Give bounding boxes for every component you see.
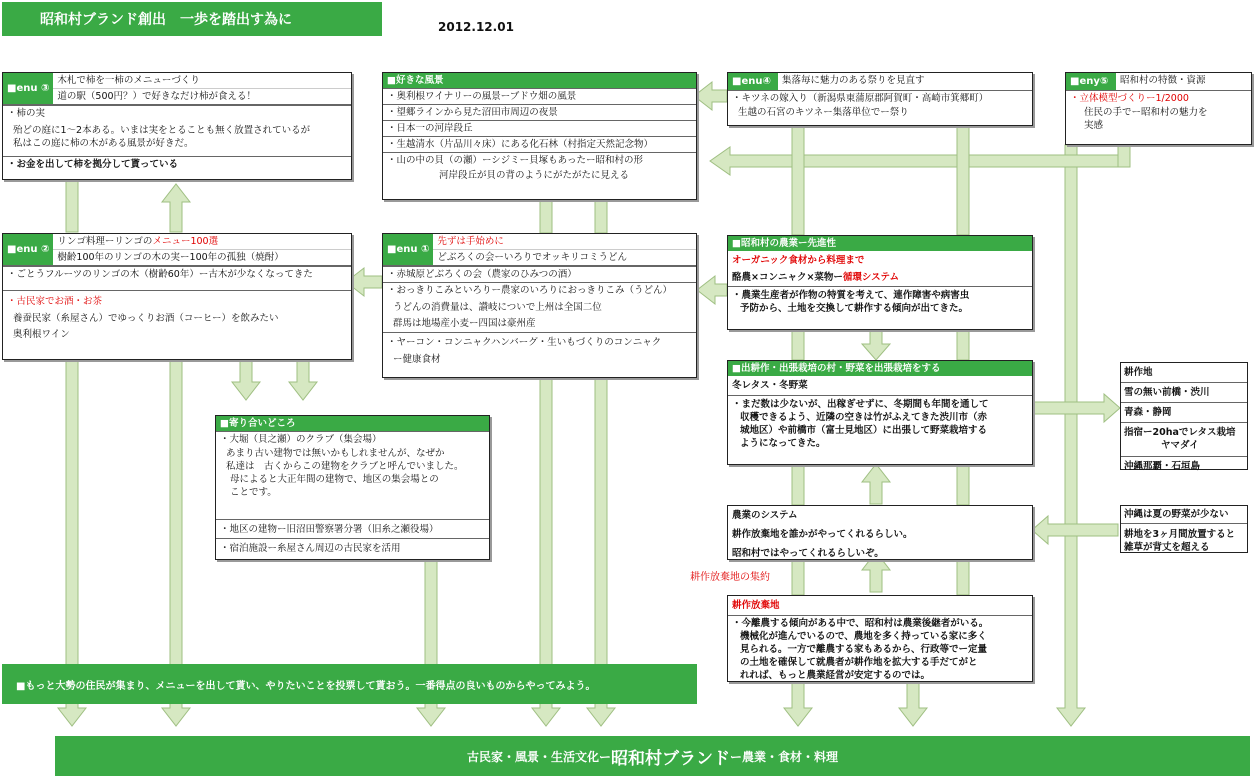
menu3-item1-body1: 殆どの庭に1～2本ある。いまは実をとることも無く放置されているが <box>13 125 311 136</box>
call-text: ■もっと大勢の住民が集まり、メニューを出して貰い、やりたいことを投票して貰おう。一番得点の良いものからやってみよう。 <box>16 680 596 692</box>
menu1-head2: どぶろくの会ーいろりでオッキリコミうどん <box>437 252 627 263</box>
fav-title: ■好きな風景 <box>383 73 696 88</box>
menu1-item3-body: ー健康食材 <box>393 354 441 365</box>
abandoned-body1: ・今離農する傾向がある中で、昭和村は農業後継者がいる。 <box>732 618 989 629</box>
system-box <box>727 505 1033 560</box>
menu1-head-red: 先ずは手始めに <box>433 234 696 250</box>
menu4-tag: ■enu④ <box>728 73 778 90</box>
menu5-red: ・立体模型づくりー1/2000 <box>1070 93 1189 104</box>
fav-box <box>382 72 697 200</box>
system-title: 農業のシステム <box>732 510 798 521</box>
page-title <box>2 2 382 36</box>
abandoned-title: 耕作放棄地 <box>728 596 1032 616</box>
menu5-line2: 実感 <box>1084 120 1104 131</box>
fav-item: ・奥利根ワイナリーの風景ーブドウ畑の風景 <box>383 88 696 104</box>
agri-body1: ・農業生産者が作物の特質を考えて、連作障害や病害虫 <box>732 290 970 301</box>
menu2-item2-body2: 奥利根ワイン <box>13 329 70 340</box>
menu2-item2-body1: 養蚕民家（糸屋さん）でゆっくりお酒（コーヒー）を飲みたい <box>13 313 279 324</box>
menu2-item1: ・ごとうフルーツのリンゴの木（樹齢60年）ー古木が少なくなってきた <box>3 266 351 290</box>
menu2-tag: ■enu ② <box>3 234 53 265</box>
footer-brand-bar <box>55 736 1250 776</box>
gather-body3: 母によると大正年間の建物で、地区の集会場との <box>230 474 439 485</box>
outfield-body2: 収穫できるよう、近隣の空きは竹がふえてきた渋川市（赤 <box>740 412 988 423</box>
gather-title: ■寄り合いどころ <box>216 416 489 431</box>
abandoned-body3: 見られる。一方で離農する家もあるから、行政等でー定量 <box>740 644 988 655</box>
agri-line2-a: 酪農×コンニャク×菜物ー <box>732 272 843 283</box>
menu2-item2: ・古民家でお酒・お茶 <box>3 290 351 309</box>
fav-item: ・望郷ラインから見た沼田市周辺の夜景 <box>383 104 696 120</box>
fav-extra: 河岸段丘が貝の背のようにがたがたに見える <box>439 170 630 181</box>
gather-body2: 私達は 古くからこの建物をクラブと呼んでいました。 <box>226 461 464 472</box>
place-item: 雪の無い前橋・渋川 <box>1121 382 1247 402</box>
fav-item: ・日本一の河岸段丘 <box>383 120 696 136</box>
place-item: 青森・静岡 <box>1121 402 1247 422</box>
agri-line2-red: 循環システム <box>842 272 899 283</box>
menu3-item1: ・柿の実 <box>3 105 351 121</box>
gather-body4: ことです。 <box>230 487 277 498</box>
menu3-line2: 道の駅（500円？）で好きなだけ柿が食える！ <box>57 91 257 102</box>
outfield-box <box>727 360 1033 465</box>
footer-left: 古民家・風景・生活文化ー <box>466 749 611 764</box>
menu1-item2: ・おっきりこみといろりー農家のいろりにおっきりこみ（うどん） <box>383 282 696 298</box>
system-line2: 昭和村ではやってくれるらしいぞ。 <box>732 548 884 559</box>
menu4-item1: ・キツネの嫁入り（新潟県東蒲原郡阿賀町・高崎市箕郷町） <box>728 90 1032 106</box>
menu3-box <box>2 72 352 180</box>
outfield-title: ■出耕作・出張栽培の村・野菜を出張栽培をする <box>728 361 1032 376</box>
footer-right: ー農業・食材・料理 <box>730 749 839 764</box>
menu4-item2: 生越の石宮のキツネー集落単位でー祭り <box>738 107 909 118</box>
fav-item: ・生越清水（片品川々床）にある化石林（村指定天然記念物） <box>383 136 696 152</box>
menu4-head: 集落毎に魅力のある祭りを見直す <box>782 75 925 86</box>
menu1-item3: ・ヤーコン・コンニャクハンバーグ・生いもづくりのコンニャク <box>383 332 696 350</box>
gather-body1: あまり古い建物では無いかもしれませんが、なぜか <box>226 448 445 459</box>
menu3-line1: 木札で柿を一柿のメニューづくり <box>53 73 351 89</box>
place-item: ヤマダイ <box>1161 440 1199 451</box>
date-label: 2012.12.01 <box>438 20 514 34</box>
menu1-item1: ・赤城原どぶろくの会（農家のひみつの酒） <box>383 266 696 282</box>
abandoned-box <box>727 595 1033 682</box>
system-line1: 耕作放棄地を誰かがやってくれるらしい。 <box>732 529 913 540</box>
gather-item3: ・宿泊施設ー糸屋さん周辺の古民家を活用 <box>216 538 489 556</box>
menu1-item2-body2: 群馬は地場産小麦ー四国は豪州産 <box>393 318 536 329</box>
abandoned-body5: れれば、もっと農業経営が安定するのでは。 <box>740 670 931 681</box>
menu4-box <box>727 72 1033 126</box>
menu1-tag: ■enu ① <box>383 234 433 265</box>
menu3-item1-body2: 私はこの庭に柿の木がある風景が好きだ。 <box>13 138 194 149</box>
okinawa-line1: 沖縄は夏の野菜が少ない <box>1121 506 1247 524</box>
gather-item2: ・地区の建物ー旧沼田警察署分署（旧糸之瀬役場） <box>216 519 489 538</box>
outfield-body3: 城地区）や前橋市（富士見地区）に出張して野菜栽培する <box>740 425 988 436</box>
agri-body2: 予防から、土地を交換して耕作する傾向が出てきた。 <box>740 303 969 314</box>
menu1-item2-body1: うどんの消費量は、讃岐についで上州は全国二位 <box>393 302 602 313</box>
agri-line2 <box>728 267 1032 287</box>
okinawa-box <box>1120 505 1248 553</box>
place-item: 耕作地 <box>1124 367 1153 378</box>
menu2-head <box>53 234 351 250</box>
agri-title: ■昭和村の農業ー先進性 <box>728 236 1032 251</box>
menu2-head-red: メニュー100選 <box>152 236 219 247</box>
gather-box <box>215 415 490 560</box>
menu5-box <box>1065 72 1252 145</box>
call-banner <box>2 664 697 704</box>
menu2-head2: 樹齢100年のリンゴの木の実ー100年の孤独（焼酎） <box>57 252 284 263</box>
menu5-line1: 住民の手でー昭和村の魅力を <box>1084 107 1208 118</box>
okinawa-line2: 耕地を3ヶ月間放置すると <box>1124 529 1236 540</box>
fav-item: ・山の中の貝（の瀬）ーシジミー貝塚もあったー昭和村の形 <box>383 152 696 168</box>
place-item: 沖縄那覇・石垣島 <box>1121 456 1247 476</box>
menu5-head: 昭和村の特徴・資源 <box>1120 75 1206 86</box>
places-box <box>1120 362 1248 470</box>
outfield-body4: ようになってきた。 <box>740 438 826 449</box>
menu2-box <box>2 233 352 360</box>
place-item: 指宿ー20haでレタス栽培 <box>1121 422 1247 439</box>
footer-main: 昭和村ブランド <box>611 748 730 769</box>
menu1-box <box>382 233 697 378</box>
okinawa-line3: 雑草が背丈を超える <box>1124 542 1210 553</box>
gather-item1: ・大堀（貝之瀬）のクラブ（集会場） <box>216 431 489 447</box>
menu5-tag: ■eny⑤ <box>1066 73 1116 90</box>
abandoned-body4: の土地を確保して就農者が耕作地を拡大する手だてがと <box>740 657 978 668</box>
outfield-body1: ・まだ数は少ないが、出稼ぎせずに、冬期間も年間を通して <box>732 399 989 410</box>
outfield-head: 冬レタス・冬野菜 <box>728 376 1032 396</box>
abandoned-body2: 機械化が進んでいるので、農地を多く持っている家に多く <box>740 631 987 642</box>
agri-box <box>727 235 1033 330</box>
menu3-item2: ・お金を出して柿を拠分して貰っている <box>3 156 351 172</box>
page-title-text: 昭和村ブランド創出 一歩を踏出す為に <box>40 12 292 28</box>
menu3-tag: ■enu ③ <box>3 73 53 104</box>
consolidation-label: 耕作放棄地の集約 <box>690 572 770 583</box>
menu2-head-a: リンゴ料理ーリンゴの <box>57 236 153 247</box>
agri-red: オーガニック食材から料理まで <box>732 255 865 266</box>
